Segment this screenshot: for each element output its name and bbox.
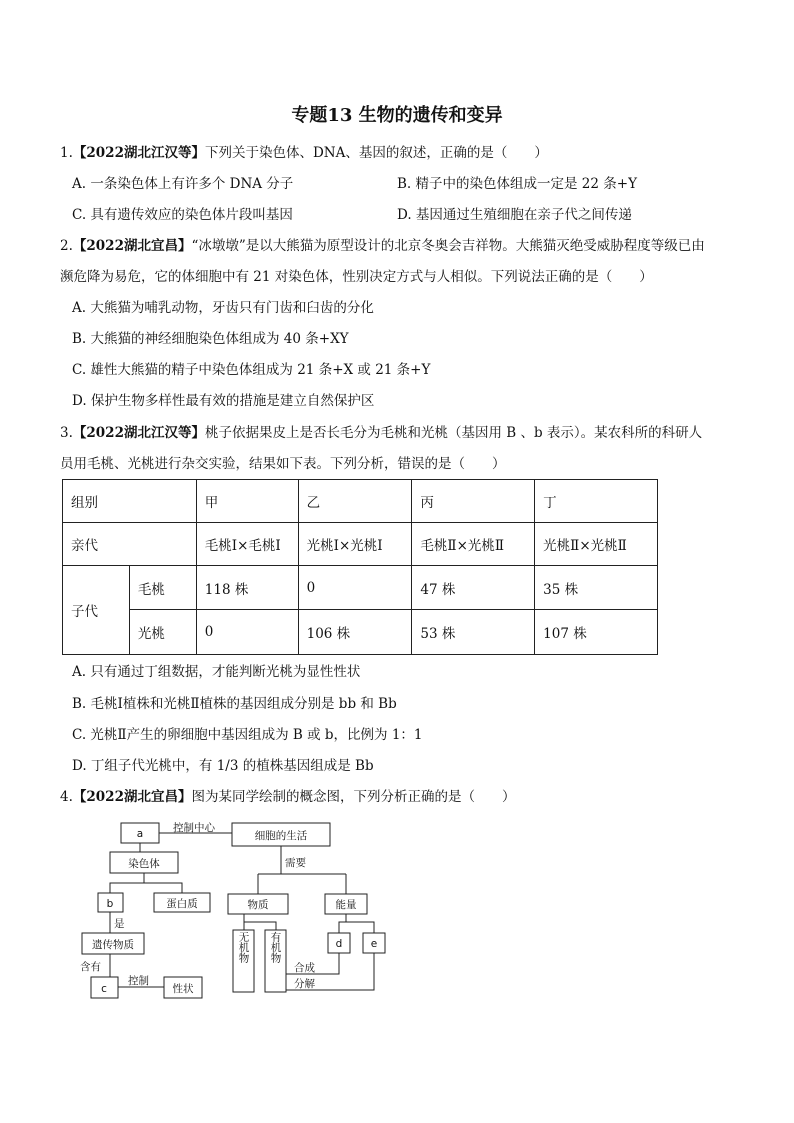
- label-decompose: 分解: [294, 978, 315, 990]
- q3-option-d: D. 丁组子代光桃中，有 1/3 的植株基因组成是 Bb: [72, 758, 374, 774]
- question-text: 下列关于染色体、DNA、基因的叙述，正确的是（ ）: [204, 145, 548, 161]
- question-text: “冰墩墩”是以大熊猫为原型设计的北京冬奥会吉祥物。大熊猫灭绝受威胁程度等级已由: [191, 238, 705, 254]
- q1-option-a: A. 一条染色体上有许多个 DNA 分子: [72, 176, 294, 192]
- label-control: 控制: [128, 975, 149, 987]
- q3-option-c: C. 光桃Ⅱ产生的卵细胞中基因组成为 B 或 b，比例为 1：1: [72, 727, 423, 743]
- question-source: 【2022湖北江汉等】: [72, 425, 205, 441]
- label-b: b: [106, 898, 114, 910]
- table-cell: 光桃Ⅰ×光桃Ⅰ: [298, 523, 412, 566]
- table-cell: 毛桃: [129, 566, 196, 610]
- q1-option-d: D. 基因通过生殖细胞在亲子代之间传递: [397, 207, 632, 223]
- page-title: 专题13 生物的遗传和变异: [291, 105, 503, 126]
- label-protein: 蛋白质: [166, 898, 198, 910]
- label-chromosome: 染色体: [128, 858, 160, 870]
- question-source: 【2022湖北江汉等】: [72, 145, 205, 161]
- label-need: 需要: [285, 857, 306, 869]
- table-header-cell: 乙: [298, 480, 412, 523]
- q1-option-b: B. 精子中的染色体组成一定是 22 条+Y: [397, 176, 637, 192]
- table-cell: 106 株: [298, 610, 412, 655]
- label-matter: 物质: [247, 899, 269, 911]
- question-text: 图为某同学绘制的概念图，下列分析正确的是（ ）: [191, 789, 516, 805]
- question-1-stem: [60, 144, 548, 162]
- table-header-cell: 丙: [412, 480, 535, 523]
- label-cell-life: 细胞的生活: [254, 830, 308, 842]
- table-header-cell: 组别: [63, 480, 197, 523]
- label-a: a: [136, 828, 144, 840]
- question-source: 【2022湖北宜昌】: [72, 789, 192, 805]
- q3-option-a: A. 只有通过丁组数据，才能判断光桃为显性性状: [72, 664, 361, 680]
- question-number: 1.: [60, 145, 73, 161]
- label-control-center: 控制中心: [173, 822, 215, 834]
- table-cell: 子代: [63, 566, 130, 655]
- question-source: 【2022湖北宜昌】: [72, 238, 192, 254]
- question-4-stem: [60, 788, 515, 806]
- table-cell: 光桃Ⅱ×光桃Ⅱ: [535, 523, 658, 566]
- q2-option-d: D. 保护生物多样性最有效的措施是建立自然保护区: [72, 393, 375, 409]
- q2-option-a: A. 大熊猫为哺乳动物，牙齿只有门齿和臼齿的分化: [72, 300, 374, 316]
- table-cell: 118 株: [196, 566, 298, 610]
- question-3-stem: [60, 424, 702, 442]
- table-cell: 53 株: [412, 610, 535, 655]
- table-row: [63, 610, 658, 655]
- question-text: 桃子依据果皮上是否长毛分为毛桃和光桃（基因用 B 、b 表示）。某农科所的科研人: [204, 425, 703, 441]
- table-cell: 47 株: [412, 566, 535, 610]
- q1-option-c: C. 具有遗传效应的染色体片段叫基因: [72, 207, 293, 223]
- label-e: e: [370, 938, 378, 950]
- concept-map-diagram: [70, 812, 390, 1002]
- question-number: 2.: [60, 238, 73, 254]
- table-cell: 0: [298, 566, 412, 610]
- label-genetic-material: 遗传物质: [92, 939, 134, 951]
- question-number: 4.: [60, 789, 73, 805]
- table-cell: 亲代: [63, 523, 197, 566]
- table-header-cell: 丁: [535, 480, 658, 523]
- table-cell: 107 株: [535, 610, 658, 655]
- question-number: 3.: [60, 425, 73, 441]
- label-is: 是: [114, 918, 125, 930]
- label-organic: 有机物: [269, 931, 282, 963]
- table-row: [63, 566, 658, 610]
- label-contains: 含有: [80, 961, 101, 973]
- question-2-stem-line2: 濒危降为易危，它的体细胞中有 21 对染色体，性别决定方式与人相似。下列说法正确的是（ ）: [60, 269, 653, 285]
- question-3-stem-line2: 员用毛桃、光桃进行杂交实验，结果如下表。下列分析，错误的是（ ）: [60, 456, 506, 472]
- q2-option-c: C. 雄性大熊猫的精子中染色体组成为 21 条+X 或 21 条+Y: [72, 362, 431, 378]
- q2-option-b: B. 大熊猫的神经细胞染色体组成为 40 条+XY: [72, 331, 349, 347]
- label-inorganic: 无机物: [237, 931, 250, 963]
- q3-option-b: B. 毛桃Ⅰ植株和光桃Ⅱ植株的基因组成分别是 bb 和 Bb: [72, 696, 397, 712]
- table-cell: 0: [196, 610, 298, 655]
- table-row: [63, 523, 658, 566]
- label-d: d: [335, 938, 343, 950]
- table-row: [63, 480, 658, 523]
- cross-result-table: [62, 479, 658, 655]
- table-cell: 35 株: [535, 566, 658, 610]
- label-energy: 能量: [335, 899, 357, 911]
- label-trait: 性状: [172, 983, 194, 995]
- table-cell: 光桃: [129, 610, 196, 655]
- label-c: c: [101, 983, 107, 995]
- label-synthesis: 合成: [294, 962, 315, 974]
- table-cell: 毛桃Ⅰ×毛桃Ⅰ: [196, 523, 298, 566]
- question-2-stem: [60, 237, 705, 255]
- table-cell: 毛桃Ⅱ×光桃Ⅱ: [412, 523, 535, 566]
- table-header-cell: 甲: [196, 480, 298, 523]
